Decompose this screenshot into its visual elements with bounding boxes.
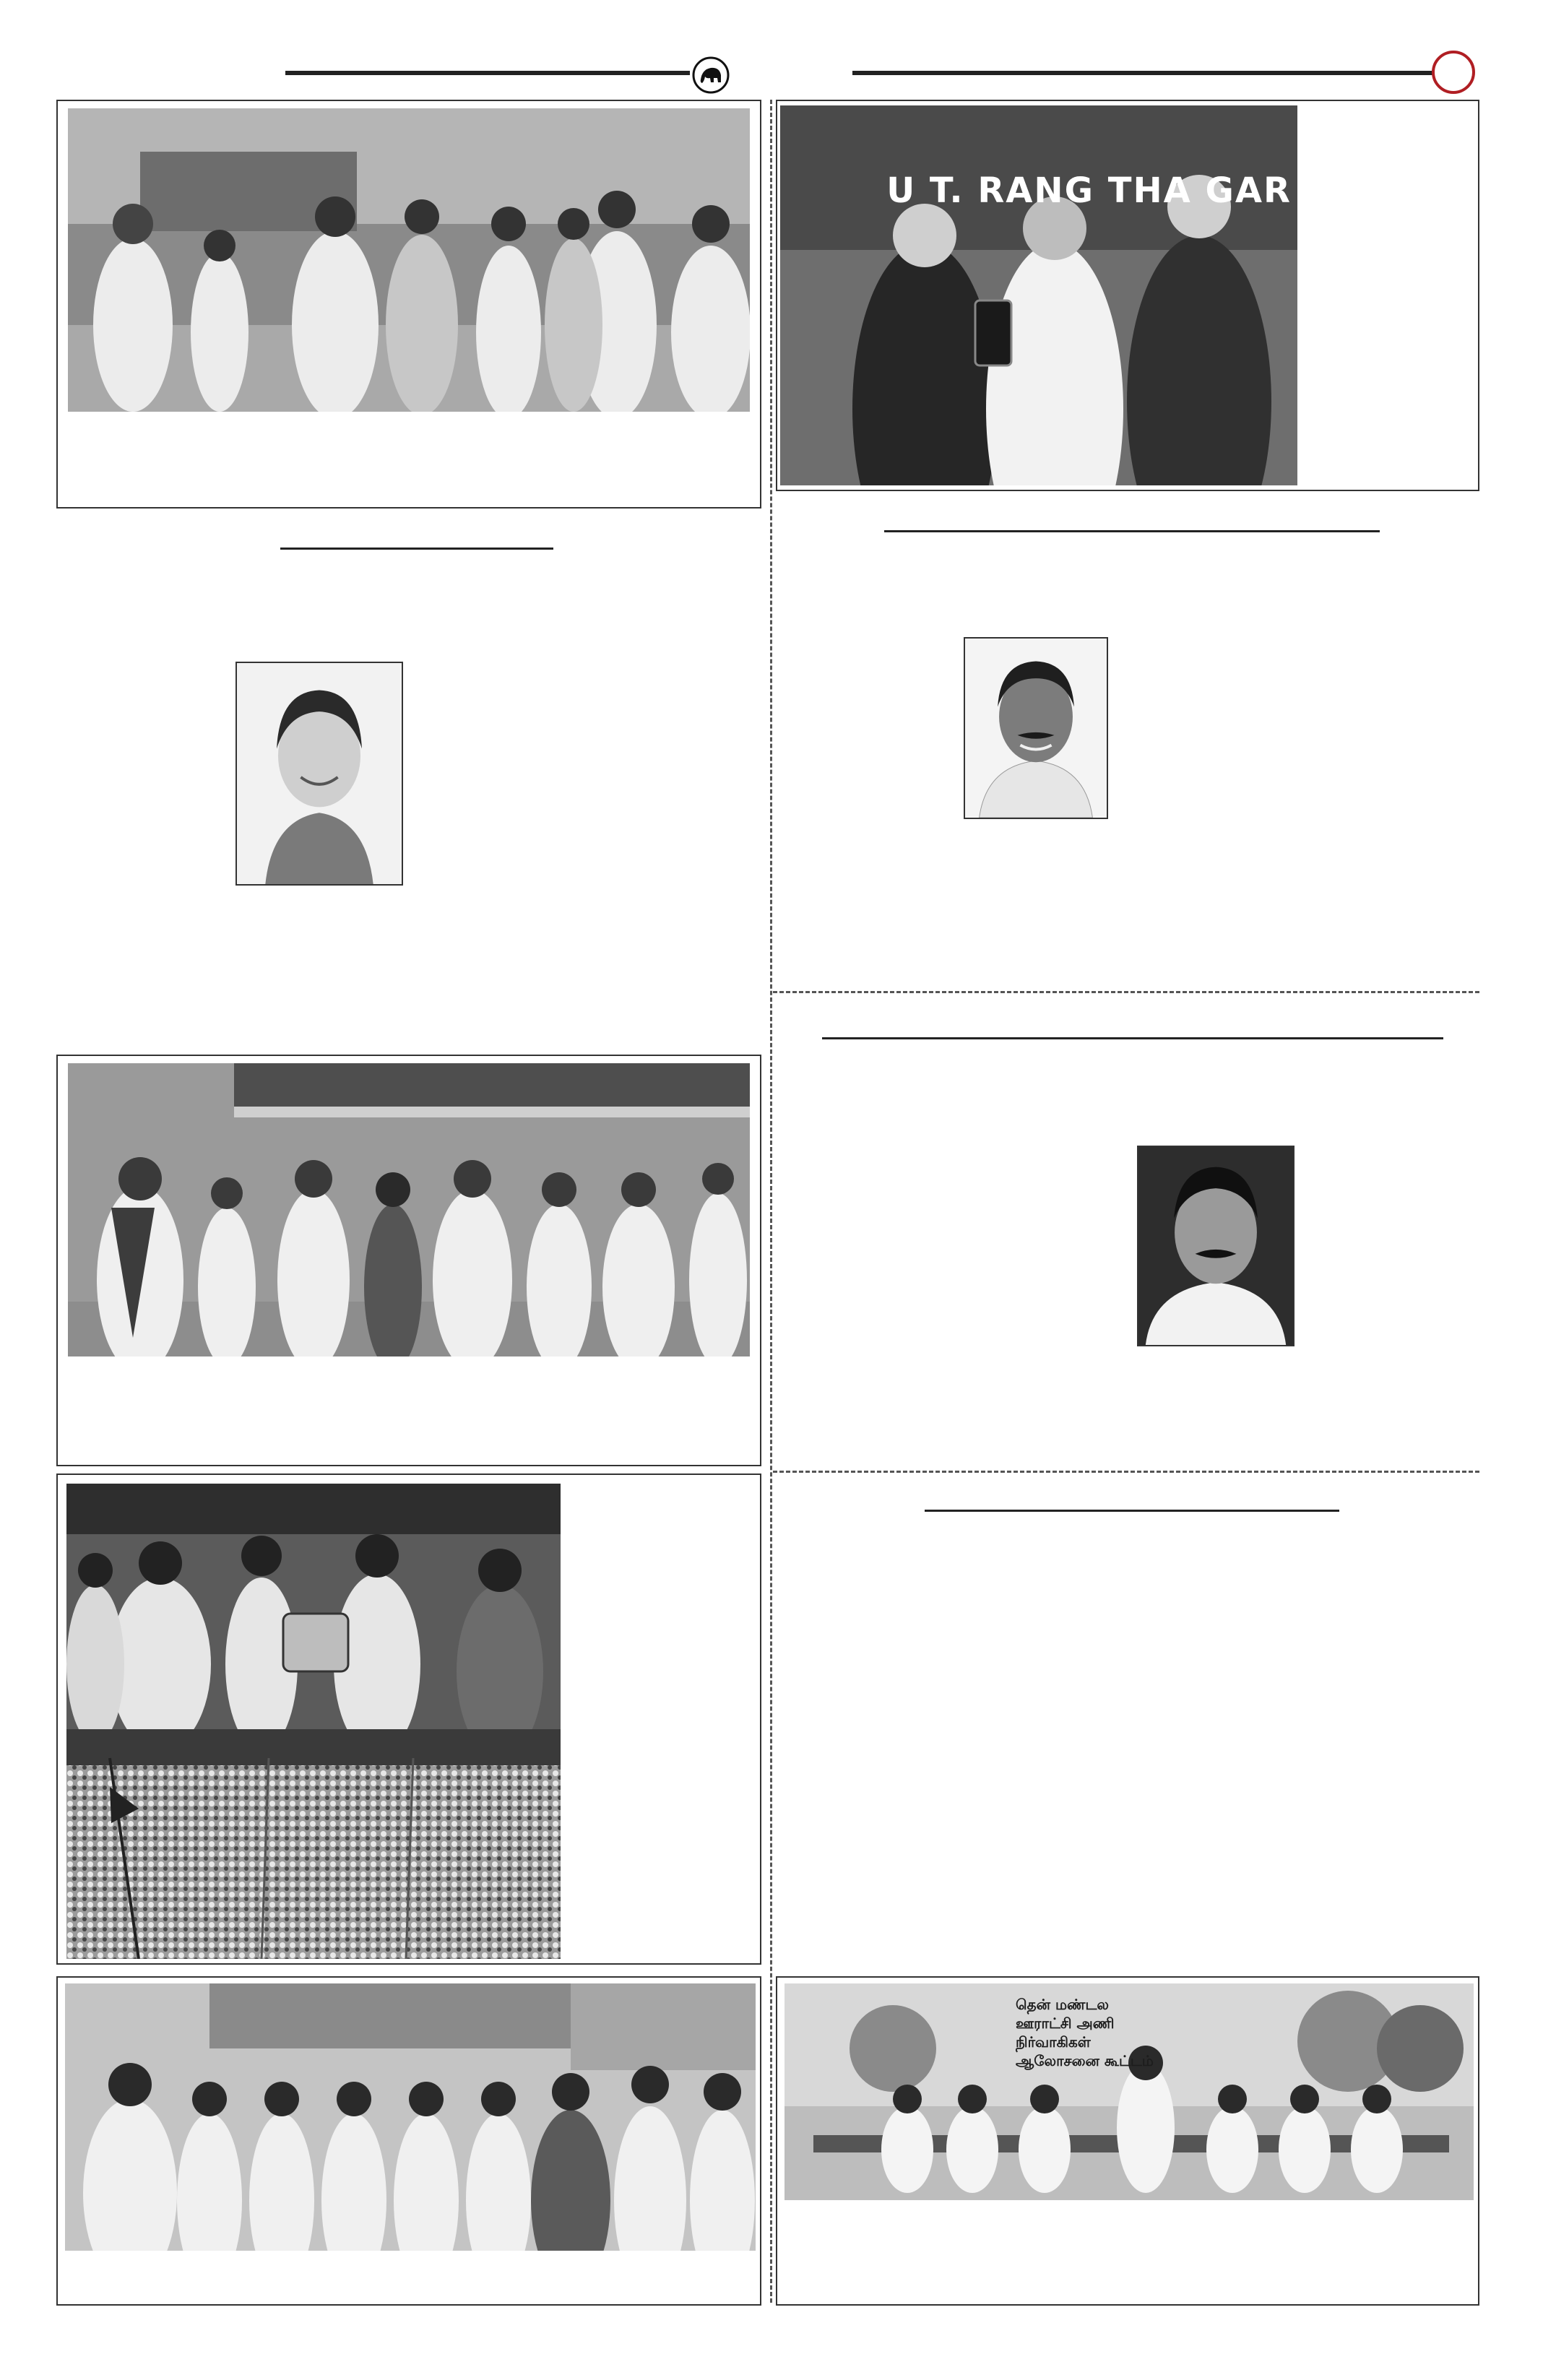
gift-presentation-photo [66, 1484, 561, 1729]
story-box-group-canopy [56, 1055, 761, 1466]
headline-underline-2 [884, 530, 1380, 532]
story-box-award [776, 100, 1479, 491]
right-divider-1 [773, 991, 1479, 993]
headline-underline-3 [822, 1037, 1443, 1039]
award-banner-text: U T. RANG THA GAR [886, 170, 1292, 211]
circle-badge-icon [1432, 51, 1475, 94]
street-group-photo [65, 1983, 756, 2251]
story-box-rally [56, 1474, 761, 1965]
story-box-street-group [56, 1976, 761, 2306]
column-divider [770, 100, 772, 2303]
stage-banner-text: தென் மண்டல ஊராட்சி அணி நிர்வாகிகள் ஆலோசனை கூட்டம் [1016, 1996, 1154, 2069]
story-box-meeting [776, 1976, 1479, 2306]
headline-underline-1 [280, 548, 553, 550]
story-box-inspection [56, 100, 761, 509]
portrait-woman [235, 662, 403, 886]
award-photo [780, 105, 1297, 485]
header-rule-left [285, 71, 690, 75]
crowd-rally-photo [66, 1729, 561, 1959]
group-canopy-photo [68, 1063, 750, 1356]
inspection-photo [68, 108, 750, 412]
headline-underline-4 [925, 1510, 1339, 1512]
portrait-man-1 [964, 637, 1108, 819]
portrait-man-2 [1137, 1146, 1295, 1346]
header-rule-right [852, 71, 1436, 75]
elephant-emblem-icon [692, 56, 730, 94]
right-divider-2 [773, 1471, 1479, 1473]
